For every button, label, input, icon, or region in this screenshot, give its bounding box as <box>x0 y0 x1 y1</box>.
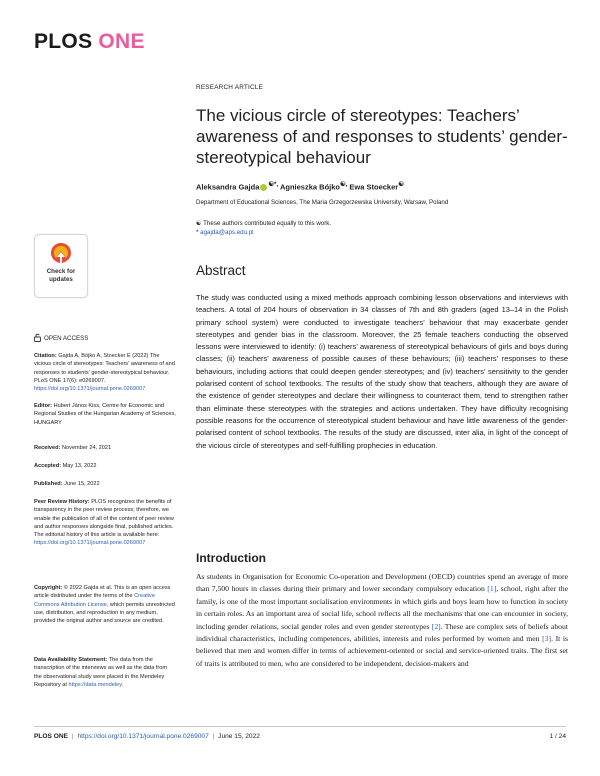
copyright-label: Copyright: <box>34 585 63 591</box>
footer-journal: PLOS ONE <box>34 733 69 740</box>
footer-doi-link[interactable]: https://doi.org/10.1371/journal.pone.0269007 <box>77 733 209 740</box>
intro-text-part: . It is believed that men and women differ in terms of achievement-oriented or social and service-oriented traits. The first set of traits is attributed to men, who are considered to be independent, decision-makers and <box>196 634 569 668</box>
page-number: 1 / 24 <box>549 733 566 740</box>
logo-one: ONE <box>98 30 145 53</box>
badge-line: Check for <box>46 268 76 275</box>
reference-link[interactable]: [3] <box>542 634 552 644</box>
citation-label: Citation: <box>34 353 57 359</box>
copyright-block <box>34 584 176 625</box>
citation-doi-link[interactable]: https://doi.org/10.1371/journal.pone.0269007 <box>34 386 146 393</box>
reference-link[interactable]: [1] <box>487 584 497 594</box>
intro-text-part: , school, right after the family, is one of the most important socialisation environments in which girls and boys learn how to function in society in certain roles. As an important area of social life, school reflects all the mechanisms that one can encounter in society, including gender relations, social gender roles and even gender stereotypes <box>196 584 568 631</box>
peer-review-link[interactable]: https://doi.org/10.1371/journal.pone.0269007 <box>34 540 146 547</box>
page-footer <box>34 733 566 740</box>
data-availability-text: The data from the transcription of the interviews as well as the data from the observational study were placed in the Mendeley Repository at <box>34 657 168 688</box>
received-line <box>34 444 176 452</box>
accepted-date: May 13, 2022 <box>62 463 97 469</box>
author-marks: ☯*, <box>268 181 279 188</box>
open-access-indicator <box>34 333 88 342</box>
article-title: The vicious circle of stereotypes: Teachers’ awareness of and responses to students’ gender-stereotypical behaviour <box>196 106 568 167</box>
author-list <box>196 181 568 192</box>
author-name[interactable]: Aleksandra Gajda <box>196 182 260 192</box>
abstract-heading: Abstract <box>196 263 246 278</box>
author-marks: ☯, <box>339 181 348 188</box>
article-type: RESEARCH ARTICLE <box>196 84 264 91</box>
orcid-icon[interactable] <box>260 184 267 191</box>
author-name[interactable]: Ewa Stoecker <box>349 182 399 192</box>
check-updates-icon <box>50 242 72 266</box>
peer-review-block <box>34 498 176 548</box>
abstract-text: The study was conducted using a mixed methods approach combining lesson observations and interviews with teachers. A total of 204 hours of observation in 34 classes of 7th and 8th graders (aged 13–14 in the Polish primary school system) were conducted to investigate teachers’ behaviour that may exacerbate gender stereotypes and gender bias in the classroom. Moreover, the 25 female teachers conducting the observed lessons were interviewed to identify: (i) teachers’ awareness of stereotypical behaviours of girls and boys during classes; (ii) teachers’ awareness of possible causes of these behaviours; (iii) teachers’ responses to these behaviours, including actions that could deepen gender stereotypes; and (iv) teachers’ sensitivity to the gender polarised content of school textbooks. The results of the study show that teachers, although they are aware of the existence of gender stereotypes and declare their willingness to counteract them, tend to strengthen rather than eliminate these stereotypes with the strategies and actions undertaken. They have difficulty recognising possible reasons for the occurrence of stereotypical student behaviour and have little awareness of the gender-polarised content of school textbooks. The results of the study are discussed, inter alia, in light of the concept of the vicious circle of stereotypes and self-fulfilling prophecies in education. <box>196 293 568 450</box>
badge-text <box>35 268 87 283</box>
published-label: Published: <box>34 481 63 487</box>
corresponding-email <box>196 229 568 236</box>
footer-date: June 15, 2022 <box>218 733 260 740</box>
footer-separator: | <box>71 733 74 740</box>
footer-divider <box>34 726 566 727</box>
reference-link[interactable]: [2] <box>431 621 441 631</box>
published-date: June 15, 2022 <box>64 481 100 487</box>
copyright-text: , which permits unrestricted use, distribution, and reproduction in any medium, provided the original author and source are credited. <box>34 601 175 625</box>
check-for-updates-badge[interactable] <box>34 234 88 298</box>
open-access-label: OPEN ACCESS <box>44 335 89 342</box>
introduction-heading: Introduction <box>196 551 266 565</box>
intro-text-part: . These are complex sets of beliefs about individual characteristics, including competences, abilities, interests and roles performed by women and men <box>196 621 568 644</box>
received-date: November 24, 2021 <box>62 445 112 451</box>
copyright-text: © 2022 Gajda et al. This is an open access article distributed under the terms of the <box>34 585 171 600</box>
citation-block <box>34 352 176 393</box>
logo-plos: PLOS <box>34 30 93 53</box>
citation-text: Gajda A, Bójko A, Stoecker E (2022) The vicious circle of stereotypes: Teachers’ awareness of and responses to students’ gender-stereotypical behaviour. PLoS ONE 17(6): e0269007. <box>34 353 175 384</box>
editor-text: Hubert János Kiss, Centre for Economic and Regional Studies of the Hungarian Academy of Sciences, HUNGARY <box>34 403 176 426</box>
published-line <box>34 480 176 488</box>
affiliation: Department of Educational Sciences, The Maria Grzegorzewska University, Warsaw, Poland <box>196 199 449 206</box>
author-name[interactable]: Agnieszka Bójko <box>279 182 340 192</box>
open-lock-icon <box>34 333 41 342</box>
accepted-line <box>34 462 176 470</box>
email-link[interactable]: agajda@aps.edu.pl <box>200 229 254 236</box>
accepted-label: Accepted: <box>34 463 62 469</box>
badge-line: updates <box>49 275 73 283</box>
editor-block <box>34 402 176 427</box>
received-label: Received: <box>34 445 61 451</box>
intro-text-part: As students in Organisation for Economic Co-operation and Development (OECD) countries spend an average of more than 7,500 hours in classes during their primary and lower secondary compulsory education <box>196 572 568 594</box>
license-link[interactable]: Creative Commons Attribution License <box>34 593 155 608</box>
peer-review-text: PLOS recognizes the benefits of transparency in the peer review process; therefore, we enable the publication of all of the content of peer review and author responses alongside final, published articles. The editorial history of this article is available here: <box>34 499 174 539</box>
editor-label: Editor: <box>34 403 53 409</box>
journal-logo[interactable] <box>34 30 145 54</box>
data-availability-block <box>34 656 176 689</box>
data-availability-label: Data Availability Statement: <box>34 657 108 663</box>
footer-separator: | <box>212 733 215 740</box>
peer-review-label: Peer Review History: <box>34 499 90 505</box>
introduction-text <box>196 571 568 670</box>
equal-contribution-note: ☯ These authors contributed equally to this work. <box>196 220 332 227</box>
email-prefix: * <box>196 229 201 236</box>
data-repository-link[interactable]: https://data.mendeley. <box>68 681 124 688</box>
author-marks: ☯ <box>398 181 404 188</box>
